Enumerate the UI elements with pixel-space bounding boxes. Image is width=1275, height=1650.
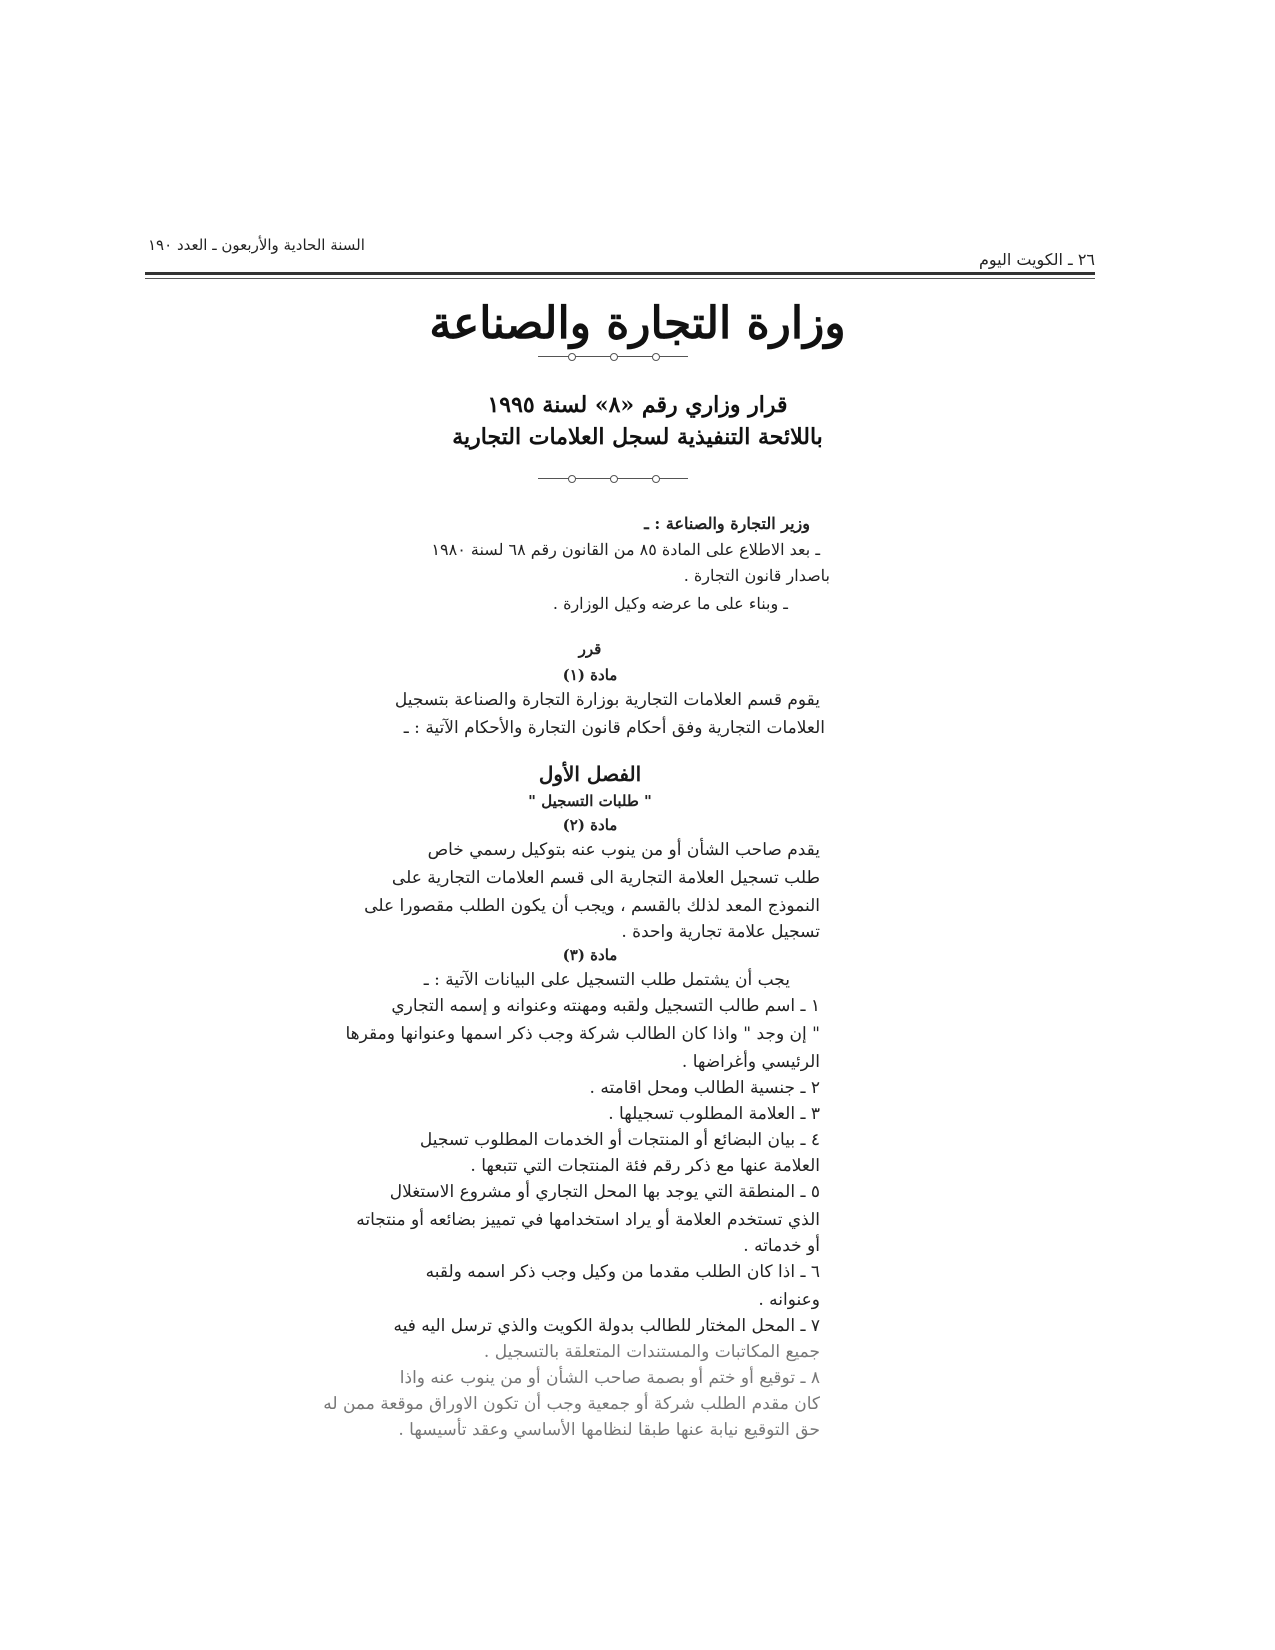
article-line: الذي تستخدم العلامة أو يراد استخدامها في تمييز بضائعه أو منتجاته bbox=[356, 1210, 820, 1230]
article-heading: مادة (٣) bbox=[562, 946, 618, 964]
preamble-minister: وزير التجارة والصناعة : ـ bbox=[644, 514, 810, 533]
article-line: كان مقدم الطلب شركة أو جمعية وجب أن تكون الاوراق موقعة ممن له bbox=[323, 1394, 820, 1414]
article-line: ٧ ـ المحل المختار للطالب بدولة الكويت والذي ترسل اليه فيه bbox=[393, 1316, 820, 1336]
decree-subtitle: باللائحة التنفيذية لسجل العلامات التجارية bbox=[452, 424, 823, 450]
preamble-line: ـ بعد الاطلاع على المادة ٨٥ من القانون رقم ٦٨ لسنة ١٩٨٠ bbox=[431, 540, 820, 559]
article-line: جميع المكاتبات والمستندات المتعلقة بالتسجيل . bbox=[483, 1342, 820, 1362]
article-line: ١ ـ اسم طالب التسجيل ولقبه ومهنته وعنوانه و إسمه التجاري bbox=[391, 996, 820, 1016]
article-line: أو خدماته . bbox=[743, 1236, 820, 1256]
article-line: الرئيسي وأغراضها . bbox=[681, 1052, 820, 1072]
preamble-line: ـ وبناء على ما عرضه وكيل الوزارة . bbox=[552, 594, 788, 613]
article-line: العلامات التجارية وفق أحكام قانون التجارة والأحكام الآتية : ـ bbox=[403, 718, 825, 738]
article-line: النموذج المعد لذلك بالقسم ، ويجب أن يكون الطلب مقصورا على bbox=[364, 896, 820, 916]
article-heading: مادة (١) bbox=[562, 666, 618, 684]
decided-heading: قرر bbox=[578, 640, 602, 658]
preamble-line: باصدار قانون التجارة . bbox=[683, 566, 830, 585]
article-line: ٨ ـ توقيع أو ختم أو بصمة صاحب الشأن أو من ينوب عنه واذا bbox=[399, 1368, 820, 1388]
article-line: طلب تسجيل العلامة التجارية الى قسم العلامات التجارية على bbox=[391, 868, 820, 888]
decree-title: قرار وزاري رقم «٨» لسنة ١٩٩٥ bbox=[487, 392, 788, 418]
article-line: ٣ ـ العلامة المطلوب تسجيلها . bbox=[608, 1104, 820, 1124]
article-line: " إن وجد " واذا كان الطالب شركة وجب ذكر اسمها وعنوانها ومقرها bbox=[345, 1024, 820, 1044]
article-line: حق التوقيع نيابة عنها طبقا لنظامها الأساسي وعقد تأسيسها . bbox=[398, 1420, 820, 1440]
ornament-divider bbox=[538, 474, 688, 484]
article-line: يقدم صاحب الشأن أو من ينوب عنه بتوكيل رسمي خاص bbox=[427, 840, 820, 860]
article-heading: مادة (٢) bbox=[562, 816, 618, 834]
article-line: يقوم قسم العلامات التجارية بوزارة التجارة والصناعة بتسجيل bbox=[394, 690, 820, 710]
article-line: ٢ ـ جنسية الطالب ومحل اقامته . bbox=[589, 1078, 820, 1098]
article-line: تسجيل علامة تجارية واحدة . bbox=[621, 922, 820, 942]
header-rule-thin bbox=[145, 278, 1095, 279]
article-line: ٤ ـ بيان البضائع أو المنتجات أو الخدمات المطلوب تسجيل bbox=[419, 1130, 820, 1150]
article-line: يجب أن يشتمل طلب التسجيل على البيانات الآتية : ـ bbox=[423, 970, 790, 990]
chapter-title: الفصل الأول bbox=[538, 762, 642, 786]
header-rule bbox=[145, 272, 1095, 275]
article-line: ٦ ـ اذا كان الطلب مقدما من وكيل وجب ذكر اسمه ولقبه bbox=[425, 1262, 820, 1282]
ornament-divider bbox=[538, 352, 688, 362]
article-line: وعنوانه . bbox=[758, 1290, 820, 1310]
header-page-info: ٢٦ ـ الكويت اليوم bbox=[978, 250, 1095, 269]
ministry-title: وزارة التجارة والصناعة bbox=[429, 298, 846, 349]
chapter-subtitle: " طلبات التسجيل " bbox=[528, 792, 652, 810]
article-line: ٥ ـ المنطقة التي يوجد بها المحل التجاري أو مشروع الاستغلال bbox=[389, 1182, 820, 1202]
article-line: العلامة عنها مع ذكر رقم فئة المنتجات التي تتبعها . bbox=[470, 1156, 820, 1176]
header-issue-info: السنة الحادية والأربعون ـ العدد ١٩٠ bbox=[148, 236, 365, 254]
